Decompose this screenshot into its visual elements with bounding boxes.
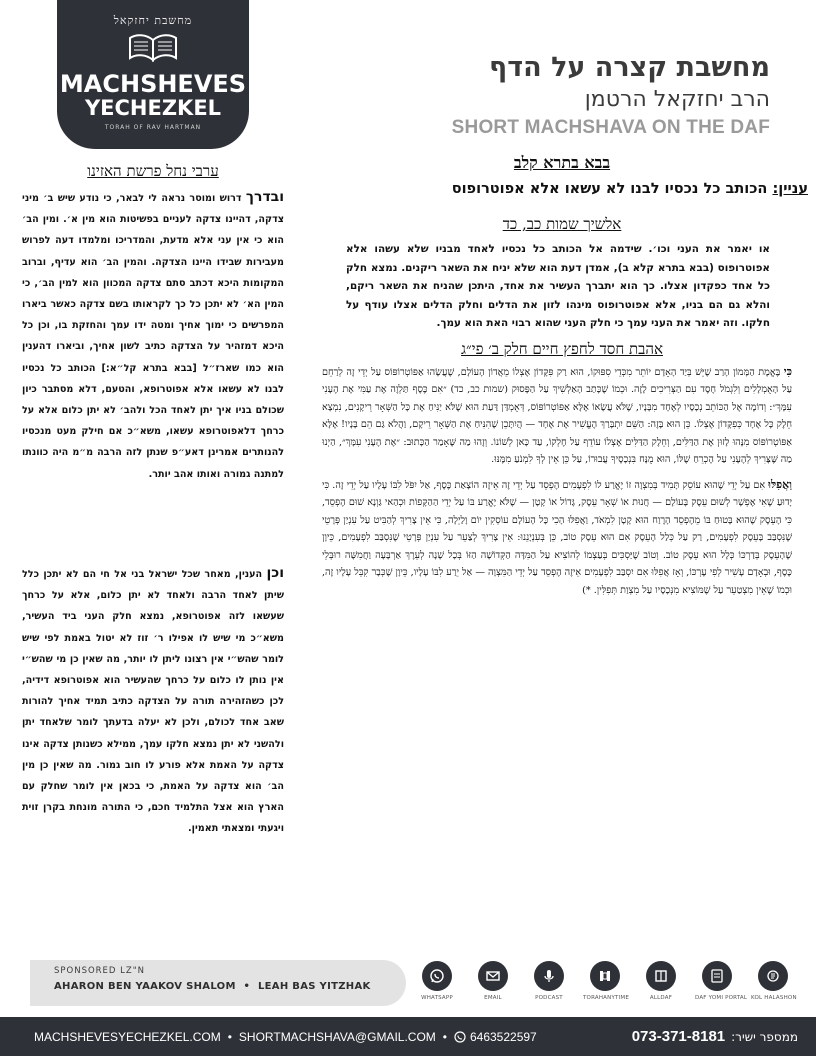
- email-address[interactable]: SHORTMACHSHAVA@GMAIL.COM: [238, 1029, 436, 1044]
- logo-hebrew: מחשבת יחזקאל: [113, 14, 193, 27]
- whatsapp-number[interactable]: [454, 1030, 537, 1044]
- ahavas-chesed-title: אהבת חסד לחפץ חיים חלק ב׳ פי״ג: [461, 339, 663, 358]
- icon-label: DAF YOMI PORTAL: [695, 995, 748, 1001]
- right-column: [316, 152, 808, 606]
- sponsor-names: [54, 981, 382, 992]
- logo-tagline: TORAH OF RAV HARTMAN: [104, 124, 202, 131]
- paragraph-lead: כִּי: [783, 364, 792, 378]
- torahanytime-icon: [597, 968, 613, 984]
- header-titles: [390, 52, 770, 140]
- alldaf-icon: [653, 968, 669, 984]
- podcast-icon: [541, 968, 557, 984]
- topic-label: עניין:: [772, 181, 808, 197]
- open-book-icon: [128, 30, 178, 64]
- alldaf-link[interactable]: [639, 961, 683, 1007]
- direct-phone[interactable]: 073-371-8181: [631, 1028, 726, 1045]
- direct-phone-label: ממספר ישיר:: [731, 1029, 798, 1044]
- daf-yomi-portal-link[interactable]: [695, 961, 748, 1007]
- whatsapp-icon: [429, 968, 445, 984]
- ahavas-chesed-body: [322, 363, 792, 600]
- icon-label: WHATSAPP: [421, 995, 453, 1001]
- english-title: SHORT MACHSHAVA ON THE DAF: [451, 117, 770, 138]
- alshich-body: או יאמר את העני וכו׳. שידמה אל הכותב כל נכסיו לאחד מבניו שלא עשהו אלא אפוטרופוס (בבא בתרא קלא ב), אמדן דעת הוא שלא יניח את השאר ריקנים. נמצא חלק כל אחד כפקדון אצלו. כך הוא יתברך העשיר את אחד, היתכן שהניח את השאר ריקם, והלא גם הם בניו, אלא אפוטרופוס מינהו לזון את הדלים וחלק הדלים אצלו עודף על חלקו. וזה יאמר את העני עמך כי חלק העני שהוא רבוי האת הוא עמך.: [346, 243, 770, 330]
- separator-dot: •: [227, 1029, 232, 1044]
- podcast-link[interactable]: [527, 961, 571, 1007]
- paragraph-lead: וכן: [266, 565, 285, 581]
- logo-line1: MACHSHEVES: [59, 70, 247, 98]
- icon-label: EMAIL: [484, 995, 502, 1001]
- paragraph-text: בֶּאֱמֶת הַמָּמוֹן הָרַב שֶׁיֵּשׁ בְּיַד הָאָדָם יוֹתֵר מִכְּדֵי סִפּוּקוֹ, הוּא רַק פִּקָּדוֹן אֶצְלוֹ מֵאֲדוֹן הָעוֹלָם, שֶׁעֲשָׂהוּ אַפּוֹטְרוֹפּוֹס עַל יְדֵי זֶה לְרַחֵם עַל הָאֻמְלָלִים וְלִגְמֹל חֶסֶד עִם הַצְּרִיכִים לָזֶה. וּכְמוֹ שֶׁכָּתַב הָאַלְשִׁיךְ עַל הַפָּסוּק (שמות כב, כד) ״אִם כֶּסֶף תַּלְוֶה אֶת עַמִּי אֶת הֶעָנִי עִמָּךְ״: וְדוֹמֶה אֶל הַכּוֹתֵב נְכָסָיו לְאֶחָד מִבָּנָיו, שֶׁלֹּא עֲשָׂאוֹ אֶלָּא אַפּוֹטְרוֹפּוֹס, דְּאֻמְדַּן דַּעַת הוּא שֶׁלֹּא יַנִּיחַ אֶת כָּל הַשְּׁאָר רֵיקָנִים, נִמְצָא חֵלֶק כָּל אֶחָד כְּפִקָּדוֹן אֶצְלוֹ. כֵּן הוּא בָּזֶה: הַשֵּׁם יִתְבָּרַךְ הֶעֱשִׁיר אֶת אֶחָד — הֲיִתָּכֵן שֶׁהִנִּיחַ אֶת הַשְּׁאָר רֵיקָם, וַהֲלֹא גַּם הֵם בָּנָיו! אֶלָּא אַפּוֹטְרוֹפּוֹס מִנָּהוּ לָזוּן אֶת הַדַּלִּים, וְחֵלֶק הַדַּלִּים אֶצְלוֹ עוֹדֵף עַל חֶלְקוֹ, עַד כָּאן לְשׁוֹנוֹ. וְזֶהוּ מַה שֶּׁאָמַר הַכָּתוּב: ״אֶת הֶעָנִי עִמָּךְ״, הַיְנוּ מַה שֶּׁצָּרִיךְ לְהֶעָנִי עַל הֶכְרֵחַ שֶׁלּוֹ, הוּא מֻנָּח בִּנְכָסֶיךָ עֲבוּרוֹ, עַל כֵּן אֵין לְךָ לִמְנֹעַ מִמֶּנּוּ.: [322, 366, 792, 466]
- paragraph-text: הענין, מאחר שכל ישראל בני אל חי הם לא יתכן כלל שיתן לאחד הרבה ולאחד לא יתן כלום, אלא על כרחך שעשאו לזה אפוטרופא, נמצא חלק העני ביד העשיר, משא״כ מי שיש לו אפילו ר׳ זוז לא יטול באמת לפי שיש לומר שהש״י אין רצונו ליתן לו יותר, מה שאין כן מי שהש״י אין נותן לו כלום על כרחך שהעשיר הוא אפוטרופא דידיה, לכן כשהזהירה תורה על הצדקה כתיב תמיד אחיך להורות שאב אחד לכולם, ולכן לא יעלה בדעתך לומר שלאחד יתן ולהשני לא יתן נמצא חלקו עמך, ממילא כשנותן צדקה אינו צדקה על האמת אלא פורע לו חוב גמור. מה שאין כן מין הב׳ הוא צדקה על האמת, כי בכאן אין לומר שחלק עם הארץ הוא אצל התלמיד חכם, כי התורה מונחת בקרן זוית ויגעתי ומצאתי תאמין.: [22, 569, 284, 835]
- contact-bar: [0, 1017, 816, 1056]
- sponsor-name-2: LEAH BAS YITZHAK: [258, 981, 371, 992]
- icon-label: KOL HALASHON: [751, 995, 797, 1001]
- website-link[interactable]: MACHSHEVESYECHEZKEL.COM: [34, 1029, 221, 1044]
- paragraph-lead: ובדרך: [245, 189, 285, 205]
- alshich-title: אלשיך שמות כב, כד: [502, 215, 622, 233]
- kol-halashon-link[interactable]: [751, 961, 795, 1007]
- daf-yomi-portal-icon: [709, 968, 725, 984]
- author-name: הרב יחזקאל הרטמן: [584, 87, 770, 112]
- whatsapp-link[interactable]: [415, 961, 459, 1007]
- email-icon: [485, 968, 501, 984]
- email-link[interactable]: [471, 961, 515, 1007]
- share-icons-row: [415, 961, 795, 1007]
- sponsor-bullet: •: [243, 981, 251, 992]
- sponsor-bar: [30, 960, 406, 1006]
- arvei-nachal-body-1: [22, 187, 284, 485]
- sponsor-label: SPONSORED LZ"N: [54, 966, 146, 976]
- arvei-nachal-title: ערבי נחל פרשת האזינו: [87, 162, 219, 180]
- ahavas-paragraph-2: [322, 476, 792, 600]
- page-title: מחשבת קצרה על הדף: [489, 52, 770, 83]
- torahanytime-link[interactable]: [583, 961, 630, 1007]
- logo-line2: YECHEZKEL: [84, 96, 222, 120]
- paragraph-text: אִם עַל יְדֵי שֶׁהוּא עוֹסֵק תָּמִיד בְּמִצְוָה זוֹ יֶאֱרַע לוֹ לִפְעָמִים הֶפְסֵד עַל יְדֵי זֶה אֵיזֶה הוֹצָאַת כֶּסֶף, אַל יִפֹּל לִבּוֹ עָלָיו עַל יְדֵי זֶה. כִּי יָדוּעַ שֶׁאִי אֶפְשָׁר לְשׁוּם עֵסֶק בָּעוֹלָם — חֲנוּת אוֹ שְׁאָר עֵסֶק, גָּדוֹל אוֹ קָטָן — שֶׁלֹּא יֶאֱרַע בּוֹ עַל יְדֵי הַהַקָּפוֹת וּכְהַאי גַּוְנָא שׁוּם הֶפְסֵד, כִּי הָעֵסֶק שֶׁהוּא בָּטוּחַ בּוֹ מֵהֶפְסֵד הָרֶוַח הוּא קָטָן לִמְאֹד, וַאֲפִלּוּ הָכִי כָּל הָעוֹלָם עוֹסְקִין יוֹם וָלַיְלָה, כִּי אֵין צָרִיךְ לְהַבִּיט עַל עִנְיַן פְּרָטֵי שֶׁנִּסְבַּב בָּעֵסֶק לִפְעָמִים, רַק עַל כְּלַל הָעֵסֶק אִם הוּא עֵסֶק טוֹב, כֵּן בְּעִנְיָנֵנוּ: אֵין צָרִיךְ לְצַעֵר עַל עִנְיַן פְּרָטֵי שֶׁנִּסְבַּב לִפְעָמִים, כֵּיוָן שֶׁהָעֵסֶק בְּדַרְכּוֹ כְּלָל הוּא עֵסֶק טוֹב. וְטוֹב שֶׁיַּסְכִּים בְּעַצְמוֹ לְהוֹצִיא עַל הַמִּדָּה הַקְּדוֹשָׁה הַזּוֹ בְּכָל שָׁנָה לְעֵרֶךְ אַרְבָּעָה וַחֲמִשָּׁה רוּבְּלֵי כֶּסֶף, וּבְאָדָם עָשִׁיר לְפִי עֶרְכּוֹ, וְאָז אֲפִלּוּ אִם יִסְבַּב לִפְעָמִים אֵיזֶה הֶפְסֵד עַל יְדֵי הַמִּצְוָה — אַל יֵרַע לִבּוֹ עָלָיו, כֵּיוָן שֶׁכְּבָר קִבֵּל עָלָיו זֶה, וּכְמוֹ שֶׁאֵין מִצְטַעֵר עַל שֶׁמּוֹצִיא מִנְּכָסָיו עַל מִצְוַת תְּפִלִּין. *): [322, 479, 792, 596]
- paragraph-lead: וַאֲפִלּוּ: [768, 477, 792, 491]
- separator-dot: •: [442, 1029, 447, 1044]
- whatsapp-small-icon: [454, 1031, 466, 1043]
- logo: [57, 0, 249, 149]
- topic-line: [316, 178, 808, 200]
- icon-label: TORAHANYTIME: [583, 995, 630, 1001]
- left-column-lower: [22, 563, 284, 840]
- whatsapp-number-text: 6463522597: [469, 1029, 537, 1044]
- left-column: [22, 161, 284, 563]
- sponsor-name-1: AHARON BEN YAAKOV SHALOM: [54, 981, 236, 992]
- arvei-nachal-body-2: [22, 563, 284, 840]
- ahavas-paragraph-1: [322, 363, 792, 469]
- topic-text: הכותב כל נכסיו לבנו לא עשאו אלא אפוטרופוס: [451, 181, 768, 197]
- kol-halashon-icon: [765, 968, 781, 984]
- icon-label: PODCAST: [535, 995, 563, 1001]
- icon-label: ALLDAF: [649, 995, 673, 1001]
- masechet-heading: בבא בתרא קלב: [513, 153, 611, 172]
- paragraph-text: דרוש ומוסר נראה לי לבאר, כי נודע שיש ב׳ מיני צדקה, דהיינו צדקה לעניים בפשיטות הוא מין א׳. ומין הב׳ הוא כי אין עני אלא מדעת, והמדריכו ומלמדו דעה לפרוש מעבירות שבידו היינו הצדקה. והמין הב׳ הוא עדיף, וברוב המקומות היכא דכתב סתם צדקה המכוון הוא למין הב׳, כי המין הא׳ לא יתכן כל כך לקראותו בשם צדקה כאשר ביארו המפרשים כי ימוך אחיך ומטה ידו עמך והחזקת בו, וכן כל היכא דמזהיר על הצדקה כתיב לשון אחיך, וביארו דהענין הוא כמו שארז״ל [בבא בתרא קל״א:] הכותב כל נכסיו לבנו לא עשאו אלא אפוטרופא, והטעם, דלא מסתבר כיון שכולם בניו איך יתן לאחד הכל ולהב׳ לא יתן כלום אלא על כרחך דלאפוטרופא עשאו, משא״כ אם חילק מעט מנכסיו להנותרים אמרינן דאע״פ שנתן לזה הרבה מ״מ היה כוונתו למתנה גמורה ואותו אהב יותר.: [22, 193, 284, 480]
